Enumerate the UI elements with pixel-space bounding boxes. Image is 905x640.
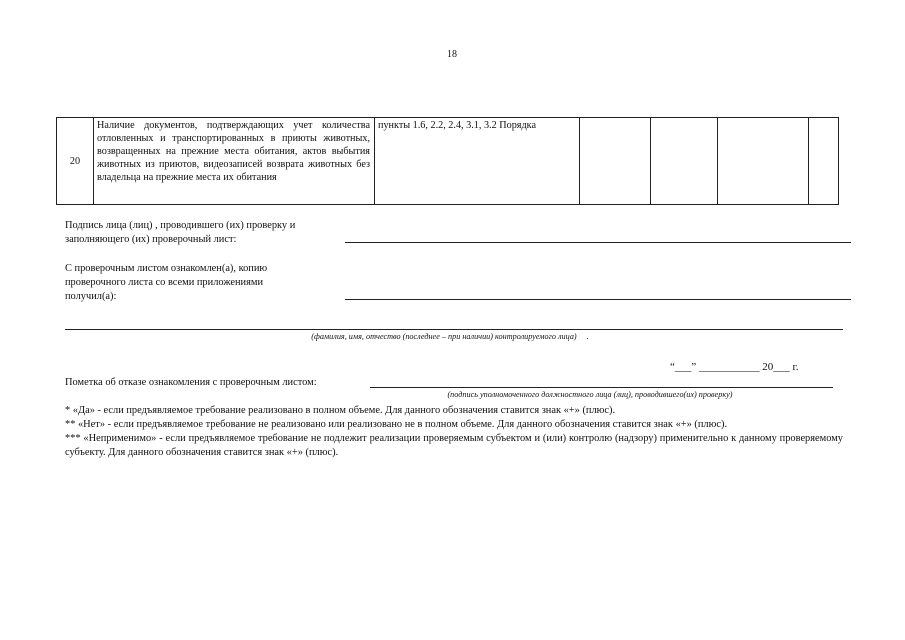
footnote-yes: * «Да» - если предъявляемое требование реализовано в полном объеме. Для данного обозначения ставится знак «+» (плюс). [65, 405, 616, 416]
full-name-line[interactable] [65, 329, 843, 330]
signature-label: Подпись лица (лиц) , проводившего (их) проверку и заполняющего (их) проверочный лист: [65, 220, 296, 245]
signature-line[interactable] [345, 242, 851, 243]
table-row [57, 118, 839, 205]
refusal-label: Пометка об отказе ознакомления с проверочным листом: [65, 377, 317, 388]
footnote-not-applicable: *** «Неприменимо» - если предъявляемое требование не подлежит реализации проверяемым субъектом и (или) контролю (надзору) применительно к данному проверяемому субъекту. Для данного обозначения ставится знак «+» (плюс). [65, 433, 843, 458]
legal-basis-cell: пункты 1.6, 2.2, 2.4, 3.1, 3.2 Порядка [375, 118, 580, 205]
full-name-caption: (фамилия, имя, отчество (последнее – при наличии) контролируемого лица) . [311, 332, 589, 341]
acquaintance-signature-line[interactable] [345, 299, 851, 300]
checklist-table [56, 117, 839, 205]
answer-yes-cell[interactable] [580, 118, 651, 205]
refusal-signature-line[interactable] [370, 387, 833, 388]
answer-no-cell[interactable] [651, 118, 718, 205]
answer-not-applicable-cell[interactable] [718, 118, 809, 205]
date-field[interactable]: “___” ___________ 20___ г. [670, 361, 799, 373]
refusal-caption: (подпись уполномоченного должностного лица (лиц), проводившего(их) проверку) [447, 390, 733, 399]
footnote-no: ** «Нет» - если предъявляемое требование не реализовано или реализовано не в полном объеме. Для данного обозначения ставится знак «+» (плюс). [65, 419, 728, 430]
acquaintance-label: С проверочным листом ознакомлен(а), копию проверочного листа со всеми приложениями получил(а): [65, 263, 268, 302]
note-cell[interactable] [809, 118, 839, 205]
row-number: 20 [57, 118, 94, 205]
requirement-cell: Наличие документов, подтверждающих учет количества отловленных и транспортированных в приюты животных, возвращенных на прежние места обитания, актов выбытия животных из приютов, видеозаписей возврата животных без владельца на прежние места их обитания [94, 118, 375, 205]
page-number: 18 [447, 49, 457, 60]
footnotes [65, 404, 843, 460]
